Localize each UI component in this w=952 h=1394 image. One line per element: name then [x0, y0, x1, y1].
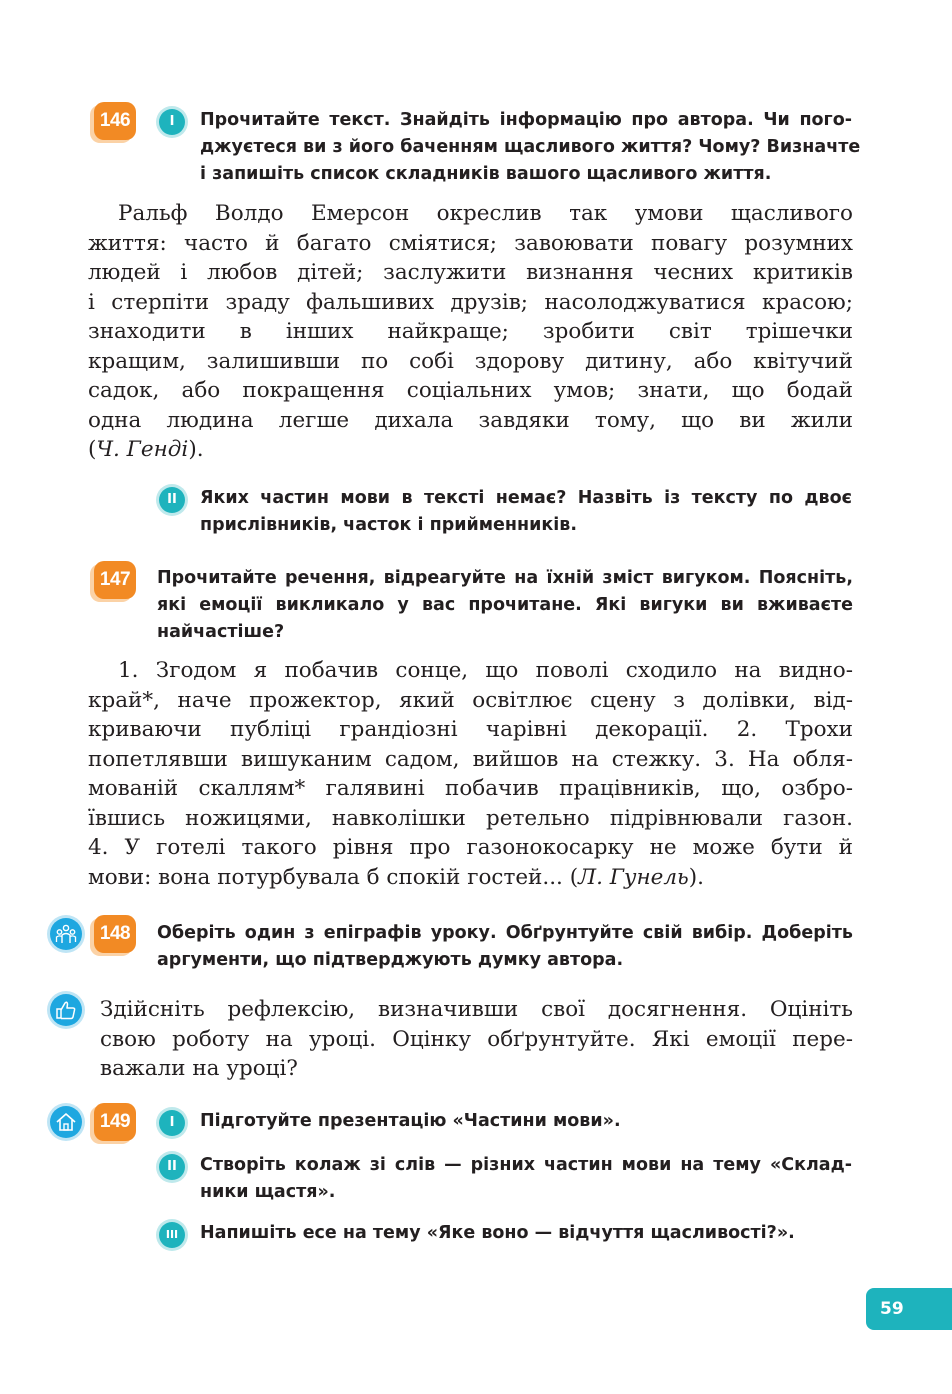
text-line: Ральф Волдо Емерсон окреслив так умови щасливого — [118, 201, 853, 226]
text-line: край*, наче прожектор, який освітлює сцену з долівки, від- — [88, 687, 853, 713]
text-line: свою роботу на уроці. Оцінку обґрунтуйте. Які емоції пере- — [100, 1026, 853, 1052]
exercise-number-148: 148 — [94, 915, 136, 953]
level-badge-1: I — [159, 1110, 185, 1136]
text-line: і стерпіти зраду фальшивих друзів; насолоджуватися красою; — [88, 289, 853, 315]
task-147 — [157, 565, 853, 646]
task-148 — [157, 920, 853, 974]
text-line: кращим, залишивши по собі здорову дитину, або квітучий — [88, 348, 853, 374]
task-149-1 — [200, 1108, 852, 1135]
page-number: 59 — [866, 1288, 952, 1330]
task-line: які емоції викликало у вас прочитане. Які вигуки ви вживаєте — [157, 595, 853, 615]
text-line: людей і любов дітей; заслужити визнання чесних критиків — [88, 260, 853, 285]
task-line: Прочитайте речення, відреагуйте на їхній зміст вигуком. Поясніть, — [157, 568, 853, 588]
text-line: 4. У готелі такого рівня про газонокосарку не може бути й — [88, 835, 853, 860]
home-icon — [50, 1106, 82, 1138]
task-line: джуєтеся ви з його баченням щасливого життя? Чому? Визначте — [200, 137, 861, 157]
level-badge-2: II — [159, 1154, 185, 1180]
task-line: Підготуйте презентацію «Частини мови». — [200, 1111, 621, 1131]
text-line: попетлявши вишуканим садом, вийшов на стежку. 3. На обля- — [88, 746, 853, 772]
exercise-number-147: 147 — [94, 561, 136, 599]
text-line — [88, 435, 853, 465]
text-last: мови: вона потурбувала б спокій гостей... ( — [88, 864, 579, 890]
text-line: Здійсніть рефлексію, визначивши свої досягнення. Оцініть — [100, 997, 853, 1022]
text-147 — [88, 656, 853, 892]
level-badge-3: III — [159, 1222, 185, 1248]
task-line: Напишіть есе на тему «Яке воно — відчуття щасливості?». — [200, 1223, 795, 1243]
reflection-text — [100, 995, 853, 1084]
text-line: одна людина легше дихала завдяки тому, що ви жили — [88, 407, 853, 433]
level-badge-1: I — [159, 109, 185, 135]
text-line: ївшись ножицями, навколішки ретельно підрівнювали газон. — [88, 805, 853, 831]
task-line: Створіть колаж зі слів — різних частин мови на тему «Склад- — [200, 1155, 852, 1175]
text-line — [88, 863, 853, 893]
paren-close: ). — [688, 864, 704, 890]
text-146 — [88, 199, 853, 465]
paren-open: ( — [88, 437, 97, 462]
group-work-icon — [50, 918, 82, 950]
thumbs-up-icon — [50, 994, 82, 1026]
task-line: Оберіть один з епіграфів уроку. Обґрунтуйте свій вибір. Доберіть — [157, 923, 853, 943]
task-line: і запишіть список складників вашого щасливого життя. — [200, 164, 772, 184]
task-149-3 — [200, 1220, 852, 1247]
exercise-number-149: 149 — [94, 1103, 136, 1141]
task-line: ники щастя». — [200, 1182, 336, 1202]
author-name: Ч. Генді — [96, 437, 189, 462]
task-146-2 — [200, 485, 852, 539]
text-line: 1. Згодом я побачив сонце, що поволі сходило на видно- — [118, 658, 853, 683]
text-line: мованій скаллям* галявині побачив працівників, що, озбро- — [88, 776, 853, 801]
task-149-2 — [200, 1152, 852, 1206]
text-line: життя: часто й багато сміятися; завоювати повагу розумних — [88, 230, 853, 256]
paren-close: ). — [188, 437, 204, 462]
text-line: важали на уроці? — [100, 1056, 298, 1081]
task-line: найчастіше? — [157, 622, 285, 642]
task-line: Яких частин мови в тексті немає? Назвіть із тексту по двоє — [200, 488, 852, 508]
exercise-number-146: 146 — [94, 102, 136, 140]
text-line: садок, або покращення соціальних умов; знати, що бодай — [88, 378, 853, 403]
task-line: прислівників, часток і прийменників. — [200, 515, 577, 535]
text-line: знаходити в інших найкраще; зробити світ трішечки — [88, 319, 853, 344]
task-146 — [200, 107, 861, 188]
task-line: Прочитайте текст. Знайдіть інформацію про автора. Чи пого- — [200, 110, 852, 130]
level-badge-2: II — [159, 487, 185, 513]
task-line: аргументи, що підтверджують думку автора. — [157, 950, 624, 970]
author-name: Л. Гунель — [578, 864, 689, 890]
text-line: криваючи публіці грандіозні чарівні декорації. 2. Трохи — [88, 717, 853, 742]
